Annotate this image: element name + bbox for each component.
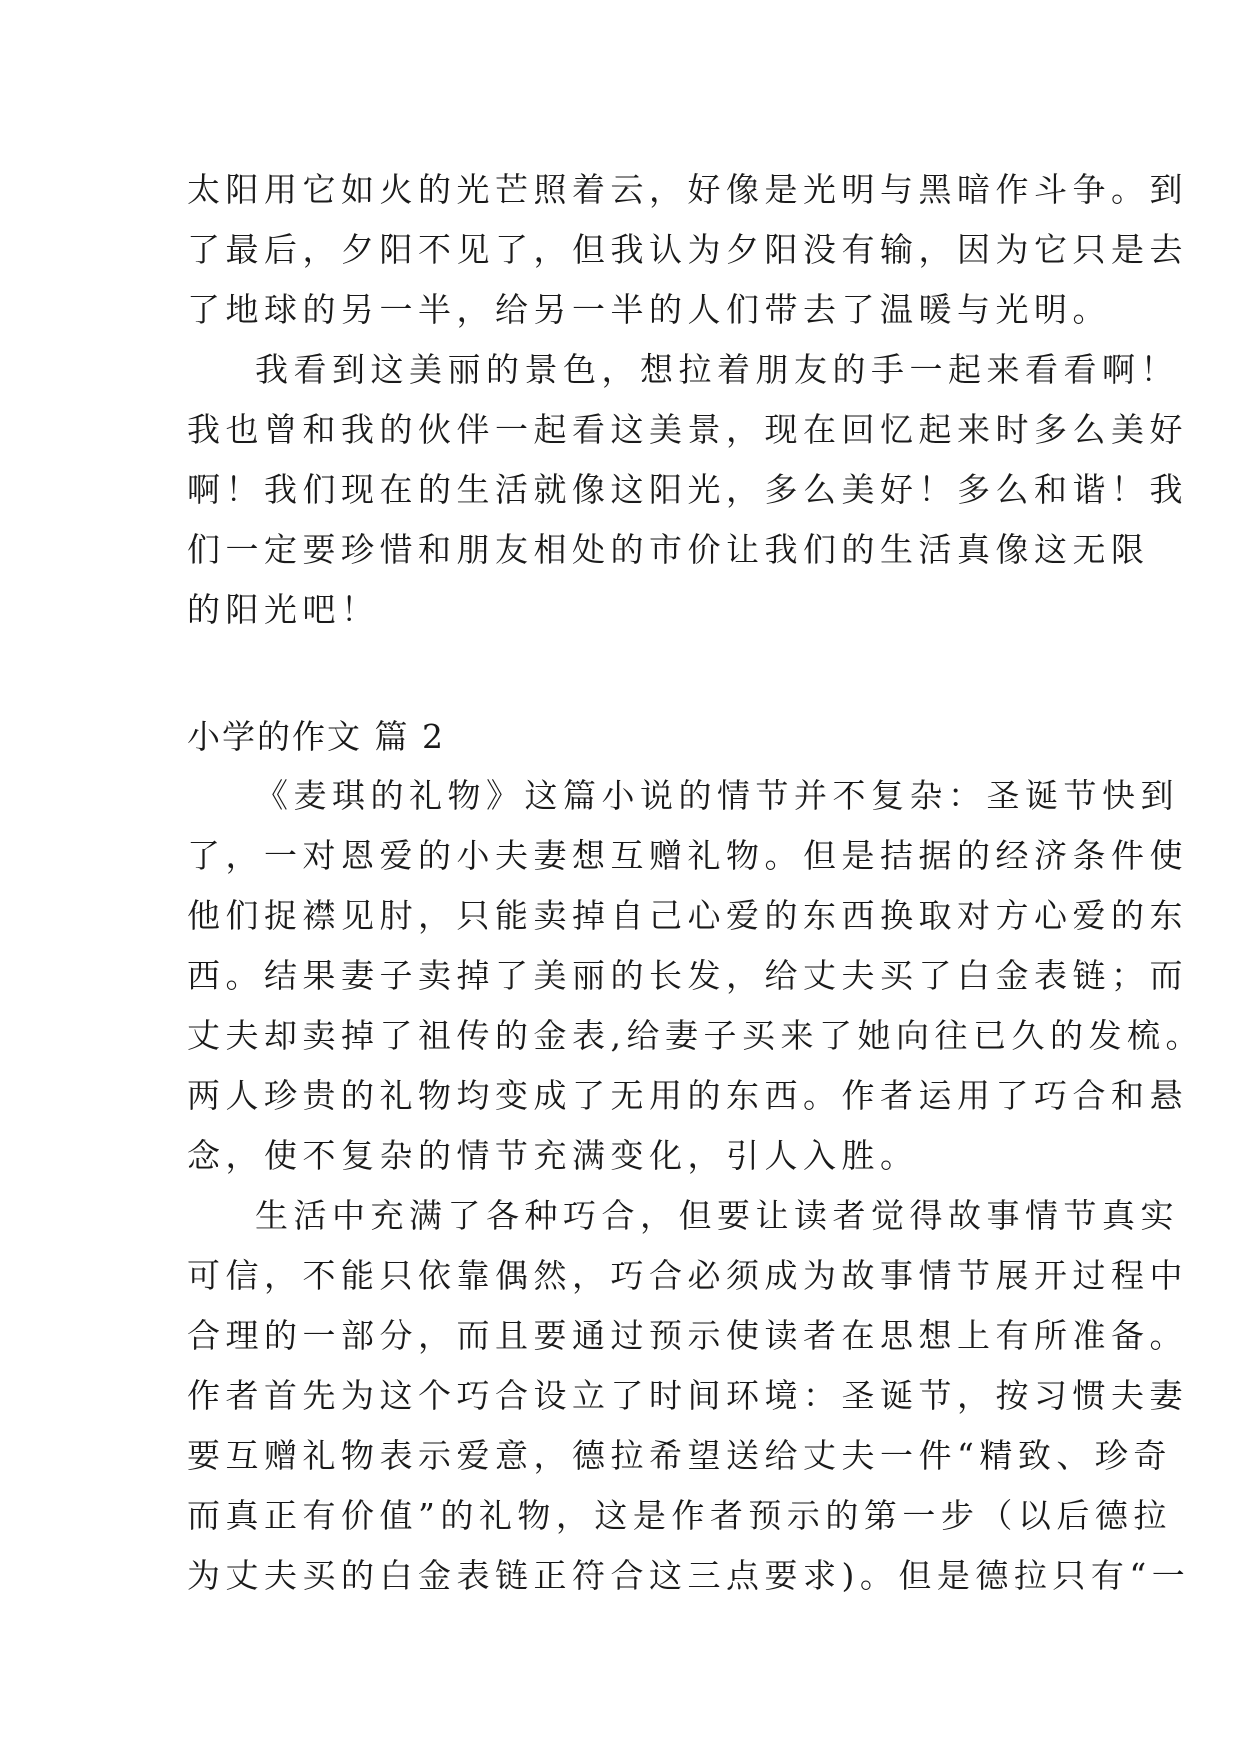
text-line: 了最后，夕阳不见了，但我认为夕阳没有输，因为它只是去 (187, 230, 1188, 269)
text-line: 《麦琪的礼物》这篇小说的情节并不复杂：圣诞节快到 (255, 776, 1179, 815)
text-line: 两人珍贵的礼物均变成了无用的东西。作者运用了巧合和悬 (187, 1076, 1188, 1115)
essay-2-paragraph-1 (187, 766, 1204, 1186)
text-line: 我看到这美丽的景色，想拉着朋友的手一起来看看啊！ (255, 350, 1179, 389)
text-line: 生活中充满了各种巧合，但要让读者觉得故事情节真实 (255, 1196, 1179, 1235)
essay-1-paragraph-2 (187, 340, 1188, 640)
text-line: 啊！我们现在的生活就像这阳光，多么美好！多么和谐！我 (187, 470, 1188, 509)
section-heading: 小学的作文 篇 2 (187, 717, 445, 756)
text-line: 可信，不能只依靠偶然，巧合必须成为故事情节展开过程中 (187, 1256, 1188, 1295)
text-line: 丈夫却卖掉了祖传的金表,给妻子买来了她向往已久的发梳。 (187, 1016, 1204, 1055)
text-line: 我也曾和我的伙伴一起看这美景，现在回忆起来时多么美好 (187, 410, 1188, 449)
text-line: 要互赠礼物表示爱意，德拉希望送给丈夫一件“精致、珍奇 (187, 1436, 1172, 1475)
text-line: 的阳光吧！ (187, 590, 380, 629)
essay-2-paragraph-2 (187, 1186, 1191, 1606)
section-spacer (187, 640, 1067, 708)
text-line: 为丈夫买的白金表链正符合这三点要求)。但是德拉只有“一 (187, 1556, 1191, 1595)
text-line: 了，一对恩爱的小夫妻想互赠礼物。但是拮据的经济条件使 (187, 836, 1188, 875)
text-line: 们一定要珍惜和朋友相处的市价让我们的生活真像这无限 (187, 530, 1150, 569)
document-page (187, 160, 1204, 1606)
text-line: 合理的一部分，而且要通过预示使读者在思想上有所准备。 (187, 1316, 1188, 1355)
text-line: 太阳用它如火的光芒照着云，好像是光明与黑暗作斗争。到 (187, 170, 1188, 209)
essay-1-paragraph-1 (187, 160, 1188, 340)
text-line: 西。结果妻子卖掉了美丽的长发，给丈夫买了白金表链；而 (187, 956, 1188, 995)
text-line: 他们捉襟见肘，只能卖掉自己心爱的东西换取对方心爱的东 (187, 896, 1188, 935)
text-line: 了地球的另一半，给另一半的人们带去了温暖与光明。 (187, 290, 1111, 329)
text-line: 而真正有价值”的礼物，这是作者预示的第一步（以后德拉 (187, 1496, 1172, 1535)
text-line: 念，使不复杂的情节充满变化，引人入胜。 (187, 1136, 919, 1175)
text-line: 作者首先为这个巧合设立了时间环境：圣诞节，按习惯夫妻 (187, 1376, 1188, 1415)
